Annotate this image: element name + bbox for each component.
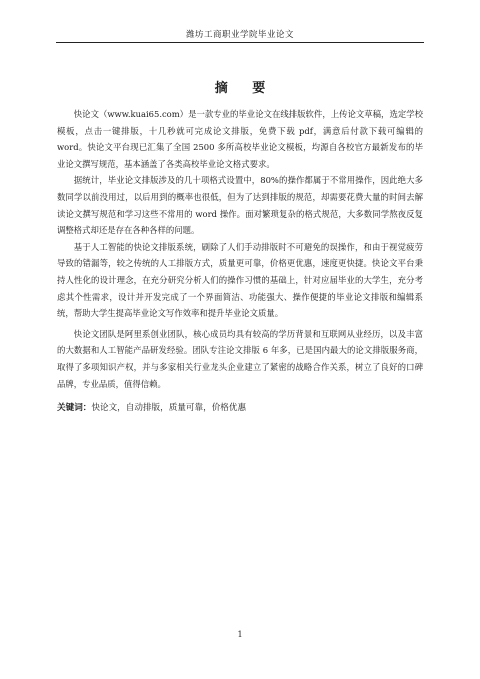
page-header: 潍坊工商职业学院毕业论文 <box>185 30 294 40</box>
keywords-line <box>57 400 423 416</box>
keywords-value: 快论文，自动排版，质量可靠，价格优惠 <box>91 403 247 414</box>
page-number: 1 <box>237 630 243 639</box>
abstract-paragraph-4: 快论文团队是阿里系创业团队，核心成员均具有较高的学历背景和互联网从业经历，以及丰富的大数据和人工智能产品研发经验。团队专注论文排版 6 年多，已是国内最大的论文排版服务商，取得了多项知识产权，并与多家相关行业龙头企业建立了紧密的战略合作关系，树立了良好的口碑品牌，专业品质，值得信赖。 <box>57 328 423 389</box>
abstract-paragraph-2: 据统计，毕业论文排版涉及的几十项格式设置中，80%的操作都属于不常用操作，因此绝大多数同学以前没用过，以后用到的概率也很低，但为了达到排版的规范，却需要花费大量的时间去解读论文撰写规范和学习这些不常用的 word 操作。面对繁琐复杂的格式规范，大多数同学熬夜反复调整格式却还是存在各种各样的问题。 <box>57 175 423 236</box>
header-rule <box>56 42 424 43</box>
keywords-label: 关键词： <box>57 403 92 414</box>
abstract-body <box>57 106 423 416</box>
abstract-paragraph-1: 快论文（www.kuai65.com）是一款专业的毕业论文在线排版软件，上传论文草稿，选定学校模板，点击一键排版，十几秒就可完成论文排版，免费下载 pdf，满意后付款下载可编辑的 word。快论文平台现已汇集了全国 2500 多所高校毕业论文模板，均源自各校官方最新发布的毕业论文撰写规范，基本涵盖了各类高校毕业论文格式要求。 <box>57 109 423 169</box>
abstract-paragraph-3: 基于人工智能的快论文排版系统，刷除了人们手动排版时不可避免的误操作，和由于视觉疲劳导致的错漏等，较之传统的人工排版方式，质量更可靠，价格更优惠，速度更快捷。快论文平台秉持人性化的设计理念，在充分研究分析人们的操作习惯的基础上，针对应届毕业的大学生，充分考虑其个性需求，设计并开发完成了一个界面简洁、功能强大、操作便捷的毕业论文排版和编辑系统，帮助大学生提高毕业论文写作效率和提升毕业论文质量。 <box>57 241 423 319</box>
abstract-title: 摘 要 <box>214 81 276 96</box>
